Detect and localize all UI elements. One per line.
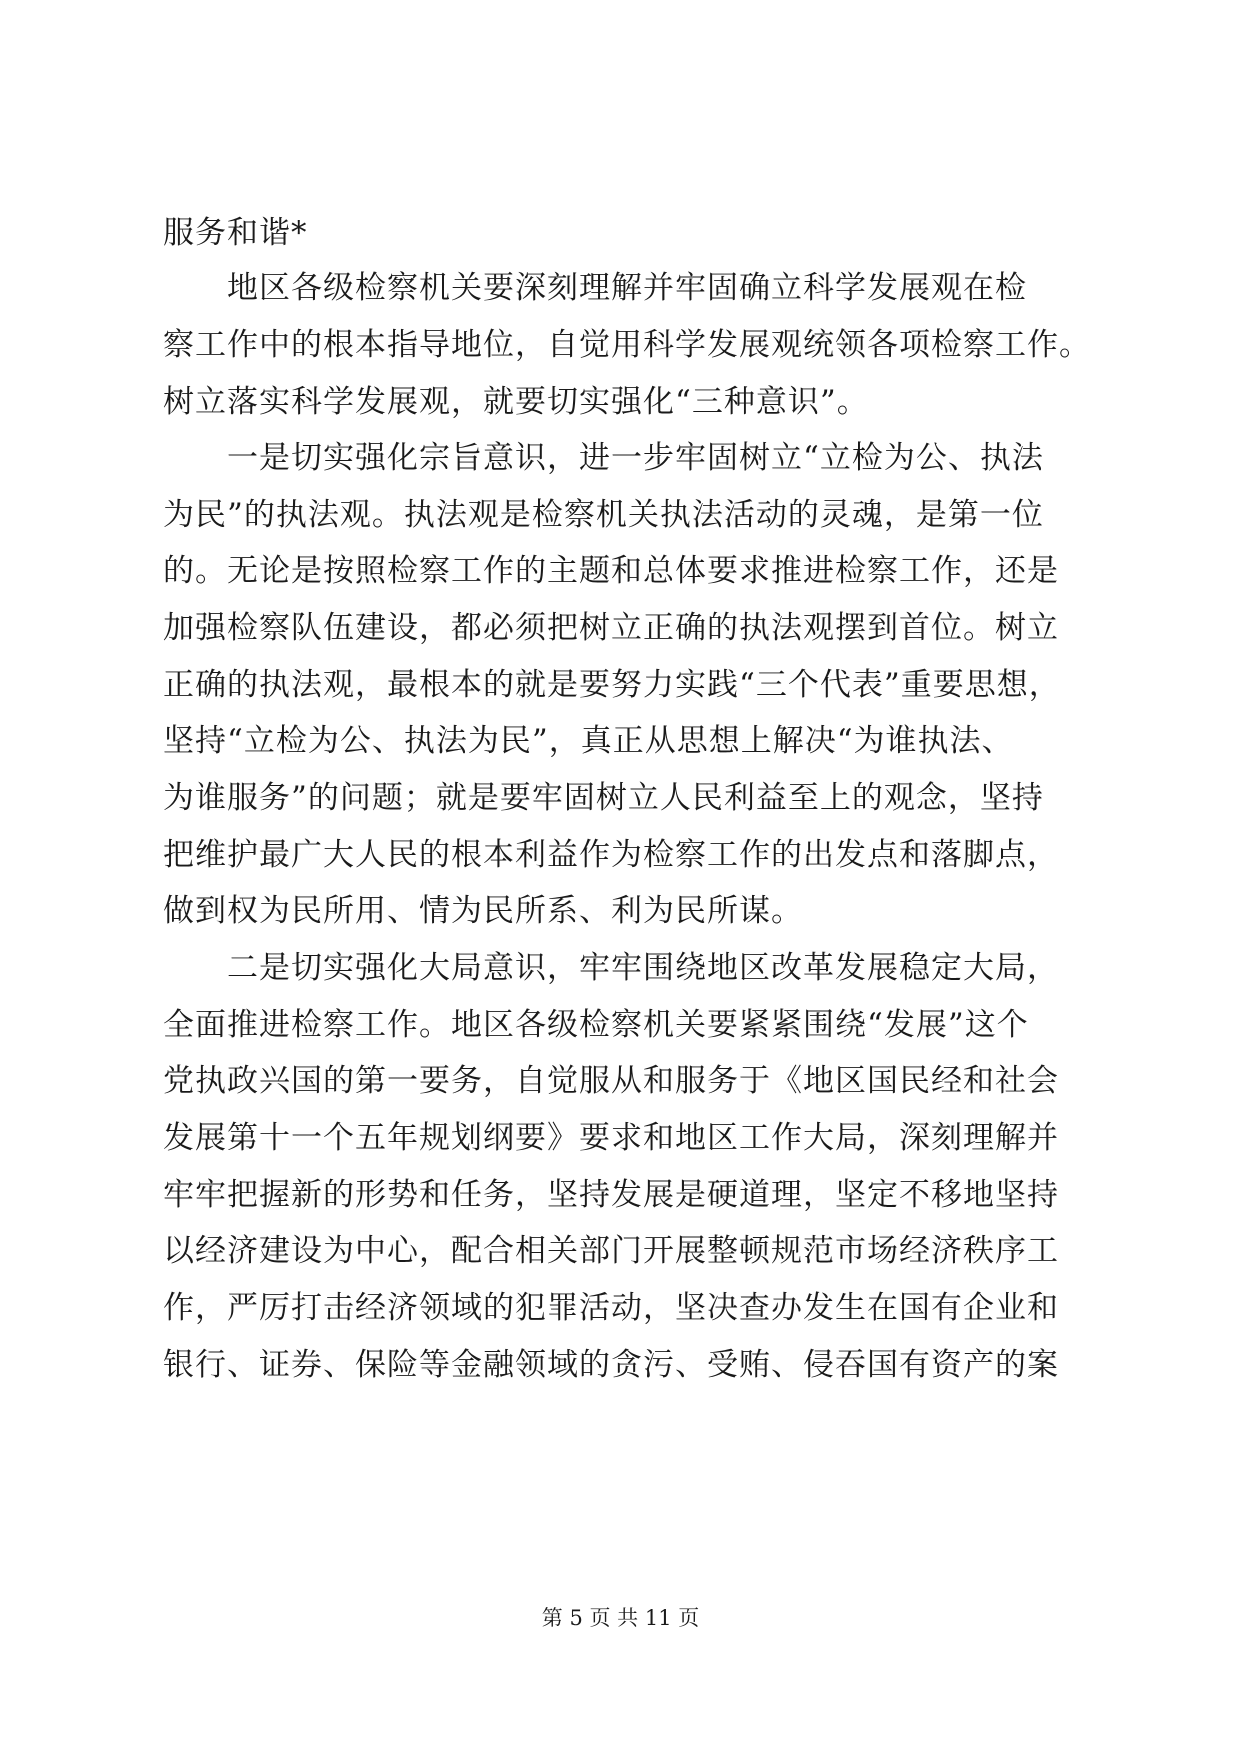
text-line: 把维护最广大人民的根本利益作为检察工作的出发点和落脚点， (163, 837, 1059, 873)
text-line: 做到权为民所用、情为民所系、利为民所谋。 (163, 893, 803, 929)
text-line: 正确的执法观，最根本的就是要努力实践“三个代表”重要思想， (163, 667, 1061, 703)
text-line: 地区各级检察机关要深刻理解并牢固确立科学发展观在检 (163, 270, 1027, 306)
text-line: 服务和谐* (163, 215, 308, 251)
text-line: 树立落实科学发展观，就要切实强化“三种意识”。 (163, 384, 869, 420)
text-line: 全面推进检察工作。地区各级检察机关要紧紧围绕“发展”这个 (163, 1007, 1029, 1043)
text-line: 坚持“立检为公、执法为民”，真正从思想上解决“为谁执法、 (163, 723, 1014, 759)
text-line: 作，严厉打击经济领域的犯罪活动，坚决查办发生在国有企业和 (163, 1290, 1059, 1326)
text-line: 牢牢把握新的形势和任务，坚持发展是硬道理，坚定不移地坚持 (163, 1177, 1059, 1213)
text-line: 二是切实强化大局意识，牢牢围绕地区改革发展稳定大局， (163, 950, 1059, 986)
text-line: 为民”的执法观。执法观是检察机关执法活动的灵魂，是第一位 (163, 497, 1044, 533)
page-number-footer: 第 5 页 共 11 页 (541, 1606, 700, 1630)
text-line: 为谁服务”的问题；就是要牢固树立人民利益至上的观念，坚持 (163, 780, 1044, 816)
text-line: 以经济建设为中心，配合相关部门开展整顿规范市场经济秩序工 (163, 1233, 1059, 1269)
text-line: 加强检察队伍建设，都必须把树立正确的执法观摆到首位。树立 (163, 610, 1059, 646)
text-line: 一是切实强化宗旨意识，进一步牢固树立“立检为公、执法 (163, 440, 1044, 476)
text-line: 察工作中的根本指导地位，自觉用科学发展观统领各项检察工作。 (163, 327, 1091, 363)
text-line: 的。无论是按照检察工作的主题和总体要求推进检察工作，还是 (163, 553, 1059, 589)
text-line: 发展第十一个五年规划纲要》要求和地区工作大局，深刻理解并 (163, 1120, 1059, 1156)
text-line: 银行、证券、保险等金融领域的贪污、受贿、侵吞国有资产的案 (163, 1347, 1059, 1383)
text-line: 党执政兴国的第一要务，自觉服从和服务于《地区国民经和社会 (163, 1063, 1059, 1099)
